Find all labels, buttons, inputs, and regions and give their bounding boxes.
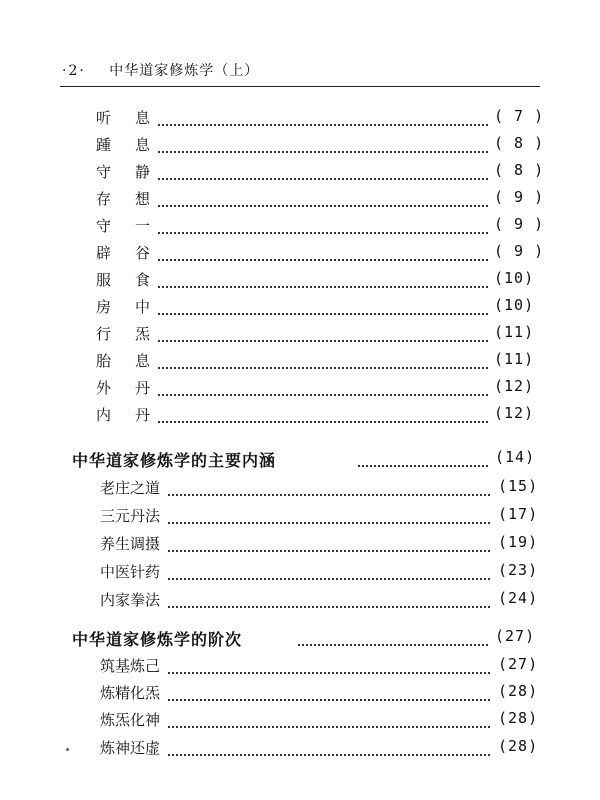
subentry-page: (15) <box>498 477 539 495</box>
toc-entry-title: 听息 <box>96 109 175 127</box>
toc-entry[interactable] <box>0 215 600 237</box>
toc-entry[interactable] <box>0 242 600 264</box>
dot-leader <box>168 592 490 608</box>
dot-leader <box>168 712 490 728</box>
dot-leader <box>158 380 488 396</box>
toc-entry-title: 守一 <box>96 217 175 235</box>
dot-leader <box>298 630 488 646</box>
page-number: ·2· <box>62 63 86 79</box>
toc-entry-title: 辟谷 <box>96 244 175 262</box>
section-title: 中华道家修炼学的主要内涵 <box>72 451 277 470</box>
dot-leader <box>158 137 488 153</box>
toc-entry[interactable] <box>0 296 600 318</box>
toc-entry-page: (12) <box>494 377 535 395</box>
toc-entry-page: ( 7 ) <box>494 107 545 125</box>
toc-section-heading[interactable] <box>0 448 600 470</box>
dot-leader <box>158 407 488 423</box>
toc-entry-page: ( 9 ) <box>494 188 545 206</box>
toc-entry-page: (11) <box>494 350 535 368</box>
toc-subentry[interactable] <box>0 737 600 759</box>
toc-entry-title: 外丹 <box>96 379 175 397</box>
subentry-title: 老庄之道 <box>100 479 161 497</box>
toc-entry-page: (12) <box>494 404 535 422</box>
subentry-page: (24) <box>498 589 539 607</box>
dot-leader <box>158 218 488 234</box>
toc-entry[interactable] <box>0 404 600 426</box>
toc-entry[interactable] <box>0 161 600 183</box>
subentry-title: 三元丹法 <box>100 507 161 525</box>
dot-leader <box>158 299 488 315</box>
book-title: 中华道家修炼学（上） <box>109 63 260 79</box>
dot-leader <box>168 508 490 524</box>
dot-leader <box>158 353 488 369</box>
subentry-page: (28) <box>498 682 539 700</box>
subentry-title: 炼神还虚 <box>100 739 161 757</box>
toc-entry-title: 内丹 <box>96 406 175 424</box>
toc-subentry[interactable] <box>0 709 600 731</box>
toc-subentry[interactable] <box>0 589 600 611</box>
scan-speck <box>66 748 69 751</box>
dot-leader <box>158 191 488 207</box>
subentry-page: (17) <box>498 505 539 523</box>
toc-entry-page: ( 8 ) <box>494 134 545 152</box>
header-rule <box>60 86 540 87</box>
toc-entry-page: (10) <box>494 296 535 314</box>
subentry-title: 中医针药 <box>100 563 161 581</box>
toc-entry-title: 胎息 <box>96 352 175 370</box>
toc-subentry[interactable] <box>0 682 600 704</box>
running-header <box>62 60 259 80</box>
dot-leader <box>158 326 488 342</box>
dot-leader <box>168 685 490 701</box>
toc-entry[interactable] <box>0 323 600 345</box>
subentry-page: (28) <box>498 737 539 755</box>
toc-entry[interactable] <box>0 377 600 399</box>
toc-entry-title: 行炁 <box>96 325 175 343</box>
subentry-page: (28) <box>498 709 539 727</box>
dot-leader <box>158 272 488 288</box>
dot-leader <box>168 480 490 496</box>
toc-section-heading[interactable] <box>0 627 600 649</box>
toc-subentry[interactable] <box>0 561 600 583</box>
toc-subentry[interactable] <box>0 655 600 677</box>
subentry-title: 炼炁化神 <box>100 711 161 729</box>
dot-leader <box>158 164 488 180</box>
subentry-page: (23) <box>498 561 539 579</box>
toc-entry-page: (10) <box>494 269 535 287</box>
toc-entry-page: ( 9 ) <box>494 242 545 260</box>
subentry-title: 内家拳法 <box>100 591 161 609</box>
subentry-page: (27) <box>498 655 539 673</box>
dot-leader <box>168 536 490 552</box>
toc-entry[interactable] <box>0 188 600 210</box>
subentry-title: 养生调摄 <box>100 535 161 553</box>
subentry-title: 炼精化炁 <box>100 684 161 702</box>
dot-leader <box>168 740 490 756</box>
toc-entry-page: ( 9 ) <box>494 215 545 233</box>
toc-entry[interactable] <box>0 107 600 129</box>
toc-subentry[interactable] <box>0 477 600 499</box>
toc-entry-page: ( 8 ) <box>494 161 545 179</box>
dot-leader <box>168 658 490 674</box>
section-title: 中华道家修炼学的阶次 <box>72 630 243 649</box>
toc-subentry[interactable] <box>0 505 600 527</box>
dot-leader <box>168 564 490 580</box>
dot-leader <box>158 110 488 126</box>
toc-entry-page: (11) <box>494 323 535 341</box>
dot-leader <box>158 245 488 261</box>
toc-entry-title: 守静 <box>96 163 175 181</box>
toc-entry[interactable] <box>0 134 600 156</box>
subentry-page: (19) <box>498 533 539 551</box>
toc-entry[interactable] <box>0 350 600 372</box>
toc-entry-title: 服食 <box>96 271 175 289</box>
toc-entry-title: 房中 <box>96 298 175 316</box>
section-page: (14) <box>495 448 536 466</box>
toc-entry-title: 踵息 <box>96 136 175 154</box>
dot-leader <box>358 451 488 467</box>
section-page: (27) <box>495 627 536 645</box>
toc-subentry[interactable] <box>0 533 600 555</box>
toc-entry-title: 存想 <box>96 190 175 208</box>
subentry-title: 筑基炼己 <box>100 657 161 675</box>
toc-entry[interactable] <box>0 269 600 291</box>
